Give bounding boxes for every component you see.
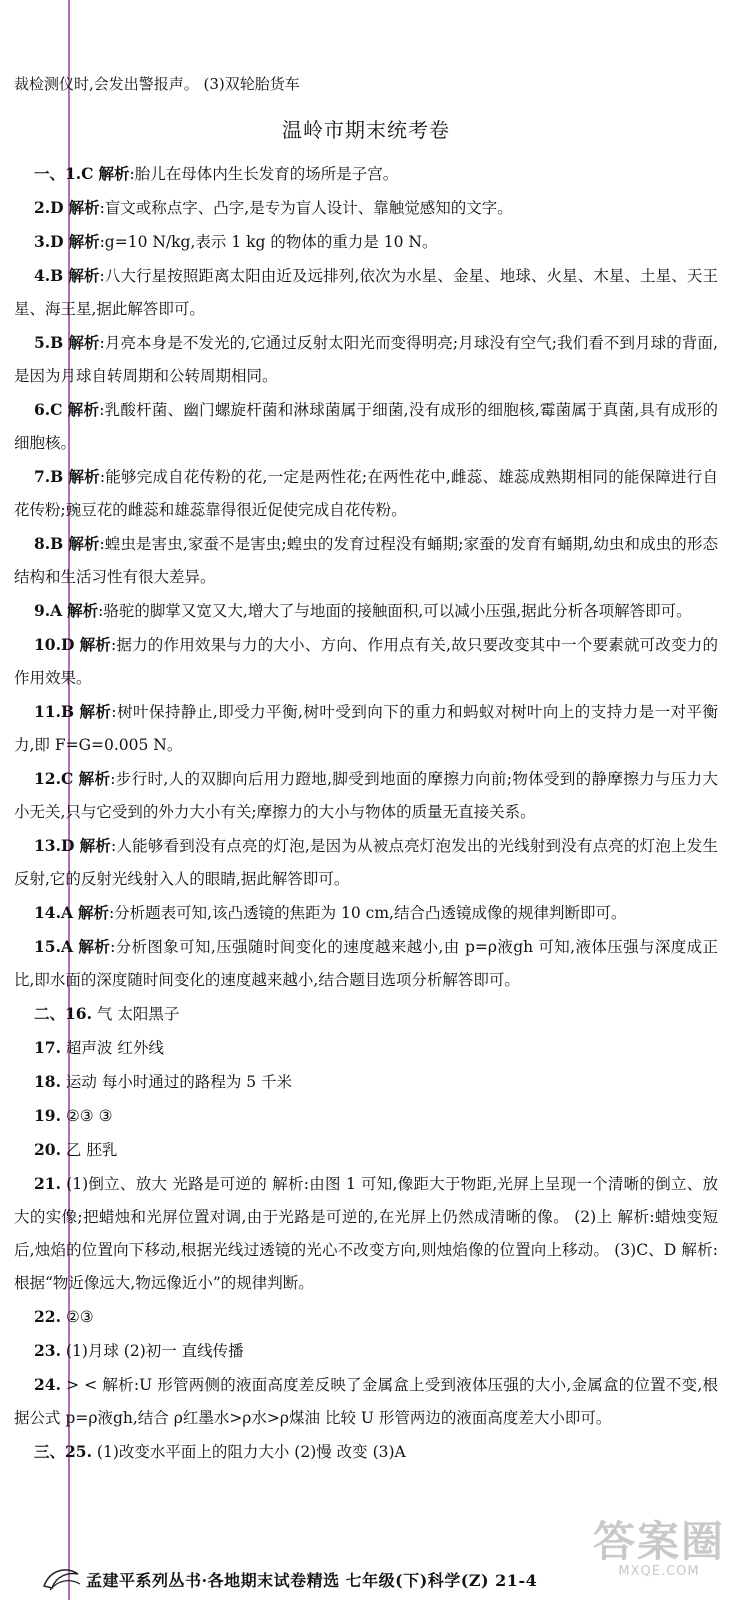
answer-number: 21. (34, 1174, 61, 1193)
analysis-label: 解析 (68, 333, 100, 352)
answer-text: :蝗虫是害虫,家蚕不是害虫;蝗虫的发育过程没有蛹期;家蚕的发育有蛹期,幼虫和成虫的形态结构和生活习性有很大差异。 (14, 535, 718, 586)
answer-item (14, 191, 718, 225)
answer-number: 3.D (34, 232, 64, 251)
answer-number: 13.D (34, 836, 75, 855)
answer-text: :盲文或称点字、凸字,是专为盲人设计、靠触觉感知的文字。 (99, 199, 513, 217)
watermark-url: MXQE.COM (618, 1564, 700, 1579)
analysis-label: 解析 (77, 903, 109, 922)
answer-item (14, 1435, 718, 1469)
answer-item (14, 628, 718, 695)
answer-number: 4.B (34, 266, 64, 285)
answer-item (14, 1031, 718, 1065)
answer-item (14, 1167, 718, 1300)
answer-text: 运动 每小时通过的路程为 5 千米 (65, 1073, 293, 1091)
answer-number: 15.A (34, 937, 73, 956)
analysis-label: 解析 (79, 635, 111, 654)
answer-item (14, 527, 718, 594)
answer-text: :分析图象可知,压强随时间变化的速度越来越小,由 p=ρ液gh 可知,液体压强与深度成正比,即水面的深度随时间变化的速度越来越小,结合题目选项分析解答即可。 (14, 938, 718, 989)
answer-text: :骆驼的脚掌又宽又大,增大了与地面的接触面积,可以减小压强,据此分析各项解答即可。 (98, 602, 692, 620)
answer-text: :能够完成自花传粉的花,一定是两性花;在两性花中,雌蕊、雄蕊成熟期相同的能保障进行自花传粉;豌豆花的雌蕊和雄蕊靠得很近促使完成自花传粉。 (14, 468, 718, 519)
answer-item (14, 393, 718, 460)
answer-number: 9.A (34, 601, 63, 620)
answer-item (14, 1133, 718, 1167)
analysis-label: 解析 (67, 601, 99, 620)
answer-item (14, 930, 718, 997)
answer-item (14, 1065, 718, 1099)
answer-number: 17. (34, 1038, 61, 1057)
answer-text: :树叶保持静止,即受力平衡,树叶受到向下的重力和蚂蚁对树叶向上的支持力是一对平衡力,即 F=G=0.005 N。 (14, 703, 718, 754)
answer-text: > < 解析:U 形管两侧的液面高度差反映了金属盒上受到液体压强的大小,金属盒的位置不变,根据公式 p=ρ液gh,结合 ρ红墨水>ρ水>ρ煤油 比较 U 形管两边的液面高度差大小即可。 (14, 1376, 718, 1427)
answer-item (14, 259, 718, 326)
answer-number: 2.D (34, 198, 64, 217)
answer-item (14, 896, 718, 930)
answer-list (14, 157, 718, 1469)
answer-item (14, 157, 718, 191)
answer-item (14, 997, 718, 1031)
answer-text: (1)月球 (2)初一 直线传播 (65, 1342, 244, 1360)
answer-item (14, 829, 718, 896)
answer-number: 14.A (34, 903, 73, 922)
answer-item (14, 594, 718, 628)
answer-text: :步行时,人的双脚向后用力蹬地,脚受到地面的摩擦力向前;物体受到的静摩擦力与压力大小无关,只与它受到的外力大小有关;摩擦力的大小与物体的质量无直接关系。 (14, 770, 718, 821)
answer-text: :乳酸杆菌、幽门螺旋杆菌和淋球菌属于细菌,没有成形的细胞核,霉菌属于真菌,具有成形的细胞核。 (14, 401, 718, 452)
answer-number: 8.B (34, 534, 64, 553)
analysis-label: 解析 (68, 198, 100, 217)
analysis-label: 解析 (78, 769, 111, 788)
answer-text: (1)倒立、放大 光路是可逆的 解析:由图 1 可知,像距大于物距,光屏上呈现一个清晰的倒立、放大的实像;把蜡烛和光屏位置对调,由于光路是可逆的,在光屏上仍然成清晰的像。 (2)上 解析:蜡烛变短后,烛焰的位置向下移动,根据光线过透镜的光心不改变方向,则烛焰像的位置向上移动。 (3)C、D 解析:根据“物近像远大,物远像近小”的规律判断。 (14, 1175, 718, 1292)
analysis-label: 解析 (68, 534, 100, 553)
answer-item (14, 1300, 718, 1334)
answer-number: 6.C (34, 400, 63, 419)
analysis-label: 解析 (98, 164, 130, 183)
answer-text: :据力的作用效果与力的大小、方向、作用点有关,故只要改变其中一个要素就可改变力的作用效果。 (14, 636, 718, 687)
answer-item (14, 1368, 718, 1435)
answer-text: :g=10 N/kg,表示 1 kg 的物体的重力是 10 N。 (99, 233, 438, 251)
analysis-label: 解析 (78, 937, 111, 956)
answer-text: :人能够看到没有点亮的灯泡,是因为从被点亮灯泡发出的光线射到没有点亮的灯泡上发生反射,它的反射光线射入人的眼睛,据此解答即可。 (14, 837, 718, 888)
answer-number: 18. (34, 1072, 61, 1091)
answer-number: 5.B (34, 333, 64, 352)
answer-item (14, 460, 718, 527)
answer-number: 三、25. (34, 1442, 92, 1461)
answer-text: 气 太阳黑子 (96, 1005, 180, 1023)
answer-text: 乙 胚乳 (65, 1141, 118, 1159)
analysis-label: 解析 (79, 836, 111, 855)
answer-number: 11.B (34, 702, 75, 721)
answer-item (14, 1099, 718, 1133)
answer-text: :八大行星按照距离太阳由近及远排列,依次为水星、金星、地球、火星、木星、土星、天王星、海王星,据此解答即可。 (14, 267, 718, 318)
answer-item (14, 762, 718, 829)
analysis-label: 解析 (68, 266, 100, 285)
answer-item (14, 225, 718, 259)
watermark-logo (592, 1517, 725, 1579)
answer-text: :胎儿在母体内生长发育的场所是子宫。 (129, 165, 399, 183)
answer-number: 10.D (34, 635, 75, 654)
watermark-text: 答案圈 (592, 1517, 725, 1566)
analysis-label: 解析 (67, 400, 100, 419)
answer-number: 20. (34, 1140, 61, 1159)
answer-text: ②③ (65, 1308, 94, 1326)
answer-number: 12.C (34, 769, 74, 788)
answer-number: 24. (34, 1375, 61, 1394)
answer-text: 超声波 红外线 (65, 1039, 164, 1057)
analysis-label: 解析 (68, 467, 100, 486)
answer-number: 7.B (34, 467, 64, 486)
analysis-label: 解析 (68, 232, 100, 251)
answer-number: 一、1.C (34, 164, 94, 183)
swirl-ornament-icon (40, 1564, 84, 1594)
answer-text: :月亮本身是不发光的,它通过反射太阳光而变得明亮;月球没有空气;我们看不到月球的背面,是因为月球自转周期和公转周期相同。 (14, 334, 718, 385)
answer-number: 22. (34, 1307, 61, 1326)
answer-item (14, 326, 718, 393)
answer-text: ②③ ③ (65, 1107, 113, 1125)
footer-text: 孟建平系列丛书·各地期末试卷精选 七年级(下)科学(Z) 21-4 (86, 1571, 538, 1590)
section-title: 温岭市期末统考卷 (282, 118, 450, 142)
answer-number: 23. (34, 1341, 61, 1360)
continued-line: 裁检测仪时,会发出警报声。 (3)双轮胎货车 (14, 75, 300, 93)
answer-text: (1)改变水平面上的阻力大小 (2)慢 改变 (3)A (96, 1443, 406, 1461)
answer-number: 19. (34, 1106, 61, 1125)
answer-text: :分析题表可知,该凸透镜的焦距为 10 cm,结合凸透镜成像的规律判断即可。 (108, 904, 627, 922)
answer-item (14, 695, 718, 762)
analysis-label: 解析 (79, 702, 112, 721)
answer-number: 二、16. (34, 1004, 92, 1023)
document-page (14, 72, 718, 1469)
answer-item (14, 1334, 718, 1368)
